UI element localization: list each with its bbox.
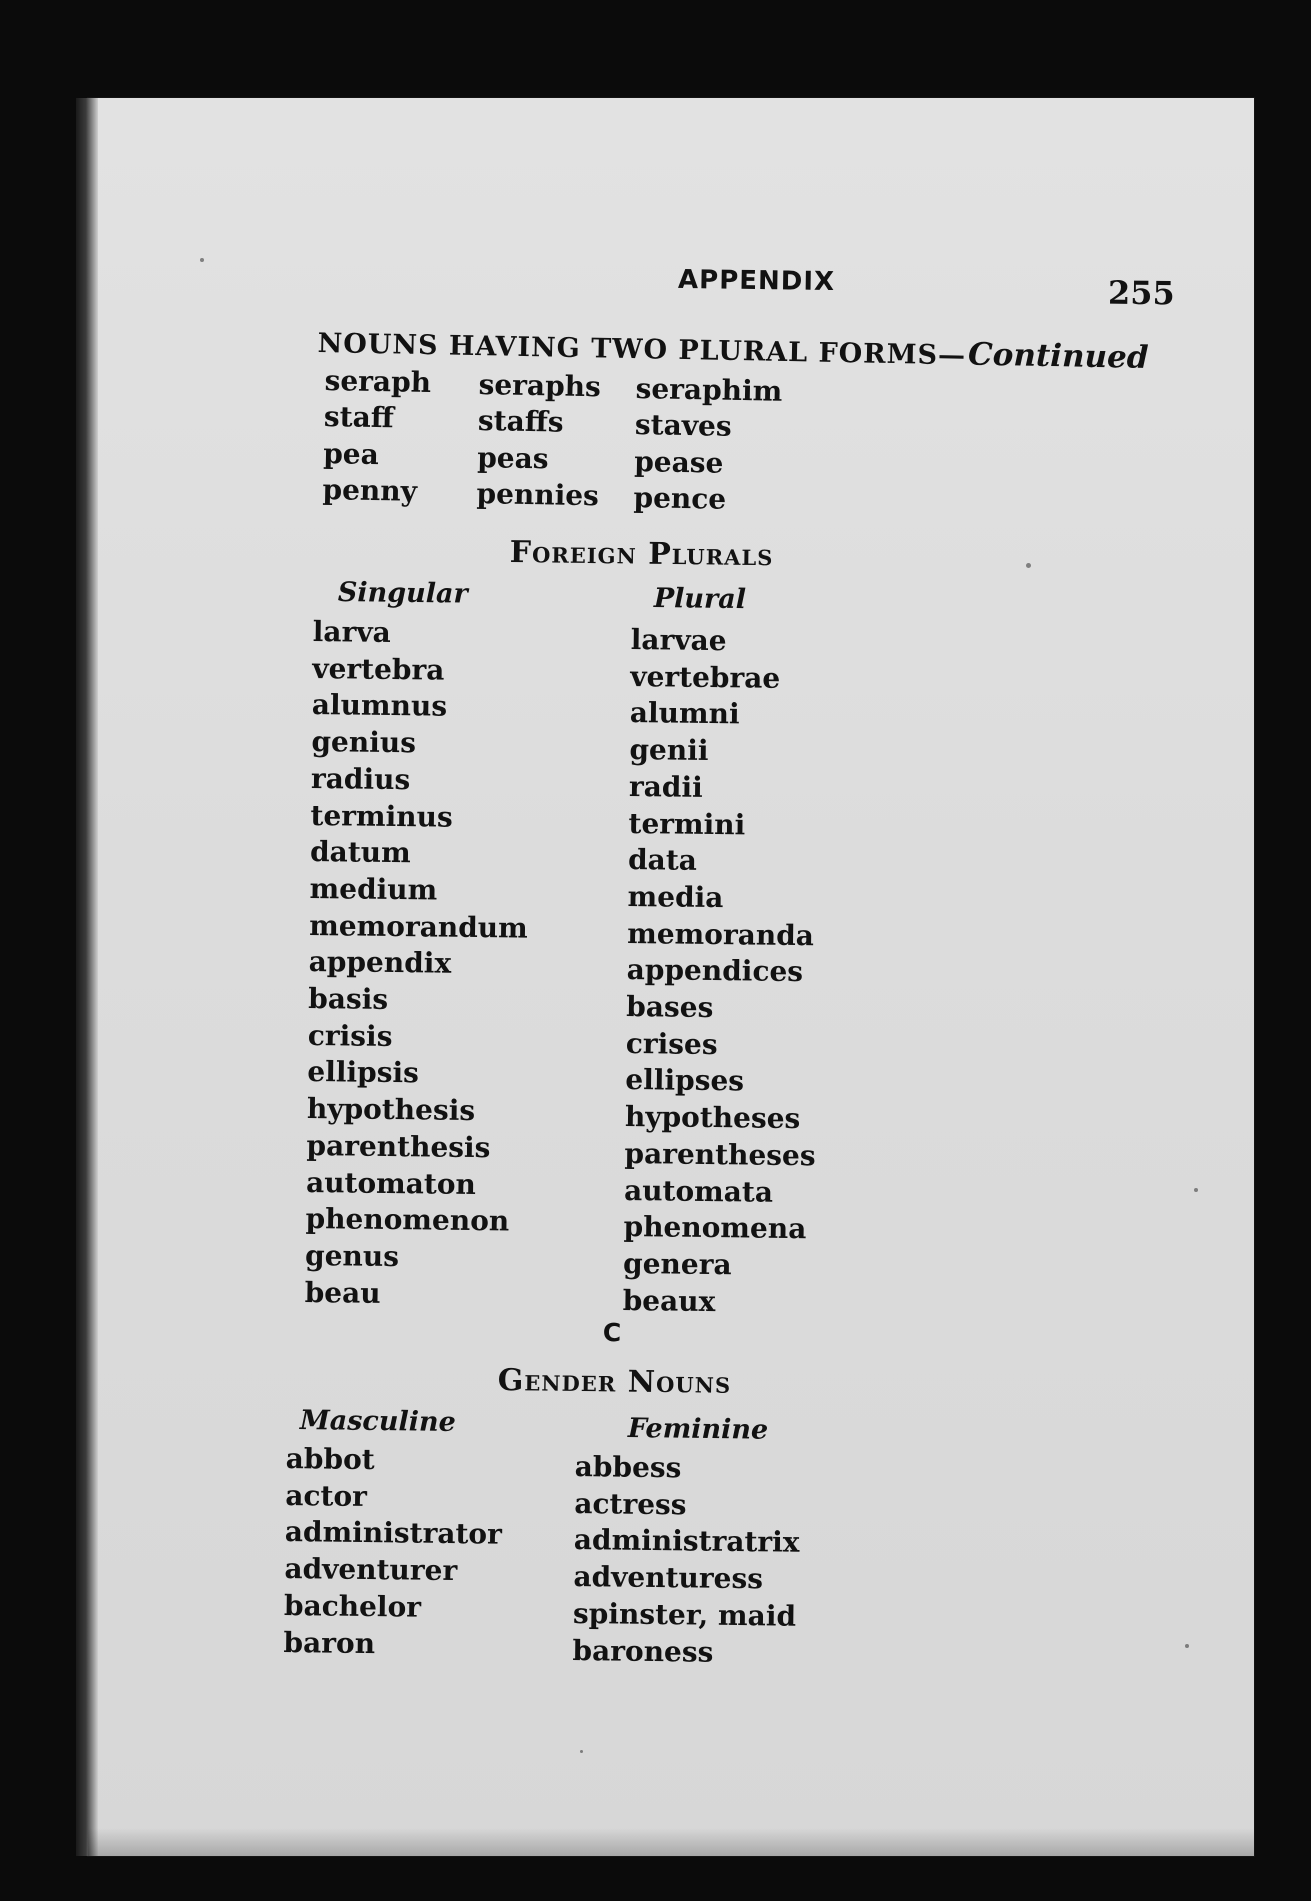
- scan-speck: [580, 1750, 583, 1753]
- two-plural-col-singular: [322, 363, 431, 510]
- two-plural-col-plural-one: [476, 367, 601, 515]
- page-number: 255: [1107, 273, 1175, 313]
- list-item: datum: [309, 835, 411, 870]
- list-item: bases: [626, 990, 714, 1025]
- gender-nouns-heading: Gender Nouns: [497, 1363, 732, 1401]
- list-item: vertebrae: [630, 659, 781, 695]
- list-item: actor: [285, 1478, 368, 1513]
- masculine-list: [283, 1441, 503, 1664]
- list-item: abbess: [574, 1449, 682, 1485]
- list-item: pennies: [476, 476, 600, 513]
- list-item: ellipsis: [307, 1055, 420, 1090]
- list-item: staves: [634, 408, 732, 444]
- list-item: administrator: [284, 1515, 503, 1552]
- continued-label: Continued: [967, 336, 1149, 376]
- list-item: peas: [476, 440, 549, 475]
- list-item: seraphs: [478, 367, 602, 404]
- scanned-book-page: [88, 98, 1254, 1856]
- list-item: phenomena: [623, 1210, 807, 1246]
- list-item: media: [627, 879, 724, 915]
- plural-column-header: Plural: [653, 583, 747, 616]
- list-item: larvae: [630, 622, 727, 658]
- list-item: pease: [633, 444, 724, 480]
- two-plural-col-plural-two: [633, 371, 782, 519]
- list-item: genii: [629, 733, 709, 768]
- scan-speck: [1185, 1644, 1189, 1648]
- list-item: parentheses: [624, 1136, 816, 1173]
- singular-column-header: Singular: [337, 577, 468, 610]
- foreign-plurals-heading: Foreign Plurals: [509, 535, 774, 574]
- list-item: medium: [309, 871, 438, 907]
- foreign-singular-list: [304, 614, 531, 1314]
- list-item: beaux: [622, 1283, 716, 1318]
- list-item: appendix: [308, 945, 452, 981]
- list-item: terminus: [310, 798, 453, 834]
- list-item: parenthesis: [306, 1128, 491, 1165]
- two-plural-forms-heading-text: NOUNS HAVING TWO PLURAL FORMS—: [317, 327, 967, 372]
- list-item: genius: [311, 725, 417, 760]
- list-item: administratrix: [573, 1523, 800, 1560]
- list-item: pence: [633, 480, 727, 516]
- list-item: memorandum: [308, 908, 528, 945]
- list-item: alumni: [629, 696, 740, 731]
- list-item: spinster, maid: [572, 1596, 797, 1633]
- list-item: crisis: [307, 1018, 393, 1053]
- list-item: larva: [312, 614, 391, 649]
- running-head: APPENDIX: [677, 264, 836, 298]
- list-item: vertebra: [312, 651, 445, 687]
- list-item: beau: [304, 1275, 381, 1310]
- masculine-column-header: Masculine: [299, 1405, 456, 1438]
- list-item: alumnus: [311, 688, 448, 724]
- list-item: hypothesis: [306, 1092, 476, 1128]
- list-item: pea: [322, 436, 380, 471]
- list-item: basis: [308, 982, 389, 1016]
- list-item: adventurer: [284, 1552, 458, 1588]
- scan-speck: [200, 258, 204, 262]
- list-item: radius: [310, 761, 411, 797]
- list-item: penny: [322, 472, 418, 508]
- list-item: actress: [574, 1486, 687, 1522]
- list-item: staffs: [477, 404, 564, 439]
- list-item: automata: [623, 1173, 774, 1209]
- feminine-list: [572, 1449, 800, 1672]
- list-item: termini: [628, 806, 746, 841]
- foreign-plural-list: [622, 622, 822, 1322]
- list-item: baroness: [572, 1633, 714, 1669]
- scan-speck: [1026, 563, 1031, 568]
- list-item: abbot: [285, 1441, 375, 1477]
- feminine-column-header: Feminine: [627, 1413, 769, 1446]
- list-item: automaton: [305, 1165, 477, 1201]
- list-item: crises: [625, 1026, 718, 1061]
- scan-speck: [1194, 1188, 1198, 1192]
- list-item: genus: [304, 1238, 400, 1274]
- list-item: bachelor: [283, 1588, 422, 1624]
- list-item: hypotheses: [624, 1100, 801, 1136]
- list-item: seraphim: [635, 371, 783, 408]
- list-item: memoranda: [626, 916, 815, 952]
- list-item: baron: [283, 1625, 376, 1660]
- appendix-section-letter: C: [602, 1318, 622, 1348]
- list-item: phenomenon: [305, 1202, 510, 1238]
- two-plural-forms-heading: [317, 324, 1149, 376]
- list-item: data: [627, 843, 698, 878]
- list-item: appendices: [626, 953, 804, 989]
- list-item: adventuress: [573, 1560, 764, 1596]
- list-item: radii: [628, 769, 703, 804]
- list-item: ellipses: [625, 1063, 745, 1098]
- list-item: seraph: [324, 363, 432, 400]
- list-item: staff: [323, 400, 395, 435]
- list-item: genera: [622, 1246, 732, 1282]
